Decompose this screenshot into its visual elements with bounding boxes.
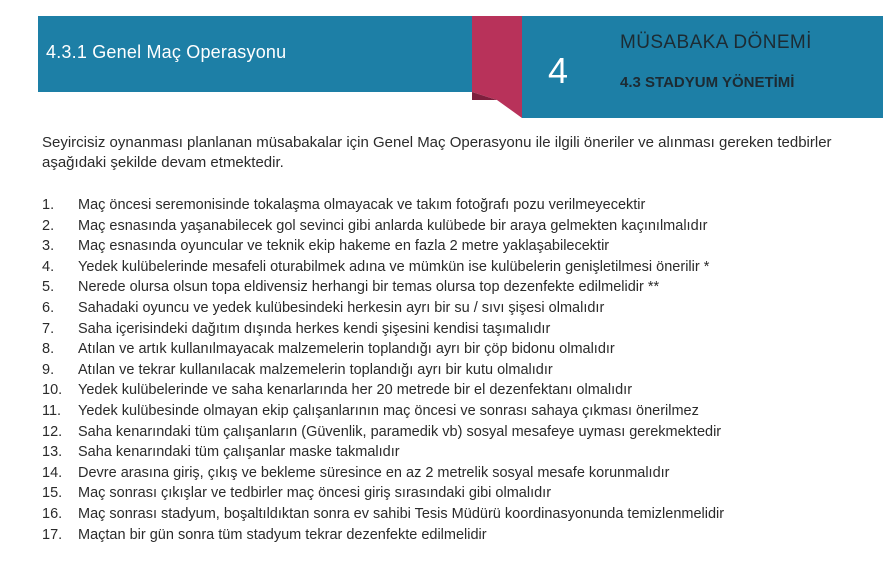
list-item-text: Yedek kulübelerinde ve saha kenarlarında her 20 metrede bir el dezenfektanı olmalıdır (78, 382, 633, 399)
list-item-number: 3. (42, 238, 55, 255)
intro-paragraph: Seyircisiz oynanması planlanan müsabakalar için Genel Maç Operasyonu ile ilgili öneriler ve alınması gereken tedbirler aşağıdaki şekilde devam etmektedir. (42, 134, 832, 171)
list-item-number: 13. (42, 444, 63, 461)
list-item (42, 380, 878, 401)
list-item (42, 401, 878, 422)
list-item-number: 17. (42, 526, 63, 543)
list-item-number: 11. (42, 402, 62, 419)
list-item-text: Saha kenarındaki tüm çalışanlar maske takmalıdır (78, 444, 400, 461)
chapter-title: MÜSABAKA DÖNEMİ (620, 32, 812, 53)
list-item-number: 8. (42, 341, 55, 358)
list-item-number: 1. (42, 197, 55, 213)
list-item (42, 442, 878, 463)
list-item (42, 298, 878, 319)
list-item-text: Atılan ve tekrar kullanılacak malzemelerin toplandığı ayrı bir kutu olmalıdır (78, 361, 553, 378)
list-item-number: 5. (42, 279, 55, 296)
list-item-text: Yedek kulübesinde olmayan ekip çalışanlarının maç öncesi ve sonrası sahaya çıkması önerilmez (78, 402, 699, 419)
list-item-number: 6. (42, 299, 55, 316)
list-item-text: Maç sonrası stadyum, boşaltıldıktan sonra ev sahibi Tesis Müdürü koordinasyonunda temizlenmelidir (78, 505, 725, 522)
section-title: 4.3.1 Genel Maç Operasyonu (46, 42, 287, 62)
list-item-number: 12. (42, 423, 63, 440)
list-item (42, 195, 878, 216)
chapter-subtitle: 4.3 STADYUM YÖNETİMİ (620, 74, 795, 91)
list-item (42, 339, 878, 360)
list-item (42, 504, 878, 525)
list-item-text: Maçtan bir gün sonra tüm stadyum tekrar dezenfekte edilmelidir (78, 526, 487, 543)
section-title-bar (38, 16, 472, 92)
list-item-text: Maç esnasında yaşanabilecek gol sevinci gibi anlarda kulübede bir araya gelmekten kaçınılmalıdır (78, 217, 708, 234)
chapter-number: 4 (548, 50, 569, 91)
measures-list (42, 195, 878, 545)
list-item (42, 360, 878, 381)
list-item-text: Sahadaki oyuncu ve yedek kulübesindeki herkesin ayrı bir su / sıvı şişesi olmalıdır (78, 299, 605, 316)
list-item-text: Maç sonrası çıkışlar ve tedbirler maç öncesi giriş sırasındaki gibi olmalıdır (78, 485, 552, 502)
list-item (42, 483, 878, 504)
list-item-number: 2. (42, 217, 55, 234)
list-item-text: Maç esnasında oyuncular ve teknik ekip hakeme en fazla 2 metre yaklaşabilecektir (78, 238, 610, 255)
list-item (42, 216, 878, 237)
list-item-number: 16. (42, 505, 63, 522)
list-item-text: Saha içerisindeki dağıtım dışında herkes kendi şişesini kendisi taşımalıdır (78, 320, 551, 337)
list-item (42, 236, 878, 257)
ribbon-fold-icon (472, 16, 522, 118)
list-item (42, 319, 878, 340)
list-item-text: Devre arasına giriş, çıkış ve bekleme süresince en az 2 metrelik sosyal mesafe korunmalıdır (78, 464, 670, 481)
list-item (42, 422, 878, 443)
list-item-text: Atılan ve artık kullanılmayacak malzemelerin toplandığı ayrı bir çöp bidonu olmalıdır (78, 341, 615, 358)
list-item-text: Yedek kulübelerinde mesafeli oturabilmek adına ve mümkün ise kulübelerin genişletilmesi önerilir * (78, 258, 710, 275)
list-item-text: Nerede olursa olsun topa eldivensiz herhangi bir temas olursa top dezenfekte edilmelidir ** (78, 279, 660, 296)
list-item (42, 277, 878, 298)
list-item-text: Maç öncesi seremonisinde tokalaşma olmayacak ve takım fotoğrafı pozu verilmeyecektir (78, 197, 646, 213)
list-item (42, 463, 878, 484)
list-item-number: 14. (42, 464, 63, 481)
list-item-number: 9. (42, 361, 55, 378)
list-item-text: Saha kenarındaki tüm çalışanların (Güvenlik, paramedik vb) sosyal mesafeye uyması gerekmektedir (78, 423, 722, 440)
list-item-number: 7. (42, 320, 55, 337)
list-item-number: 4. (42, 258, 55, 275)
list-item (42, 525, 878, 546)
page-header-banner (38, 16, 883, 92)
list-item (42, 257, 878, 278)
list-item-number: 15. (42, 485, 63, 502)
list-item-number: 10. (42, 382, 63, 399)
chapter-panel (522, 16, 883, 118)
